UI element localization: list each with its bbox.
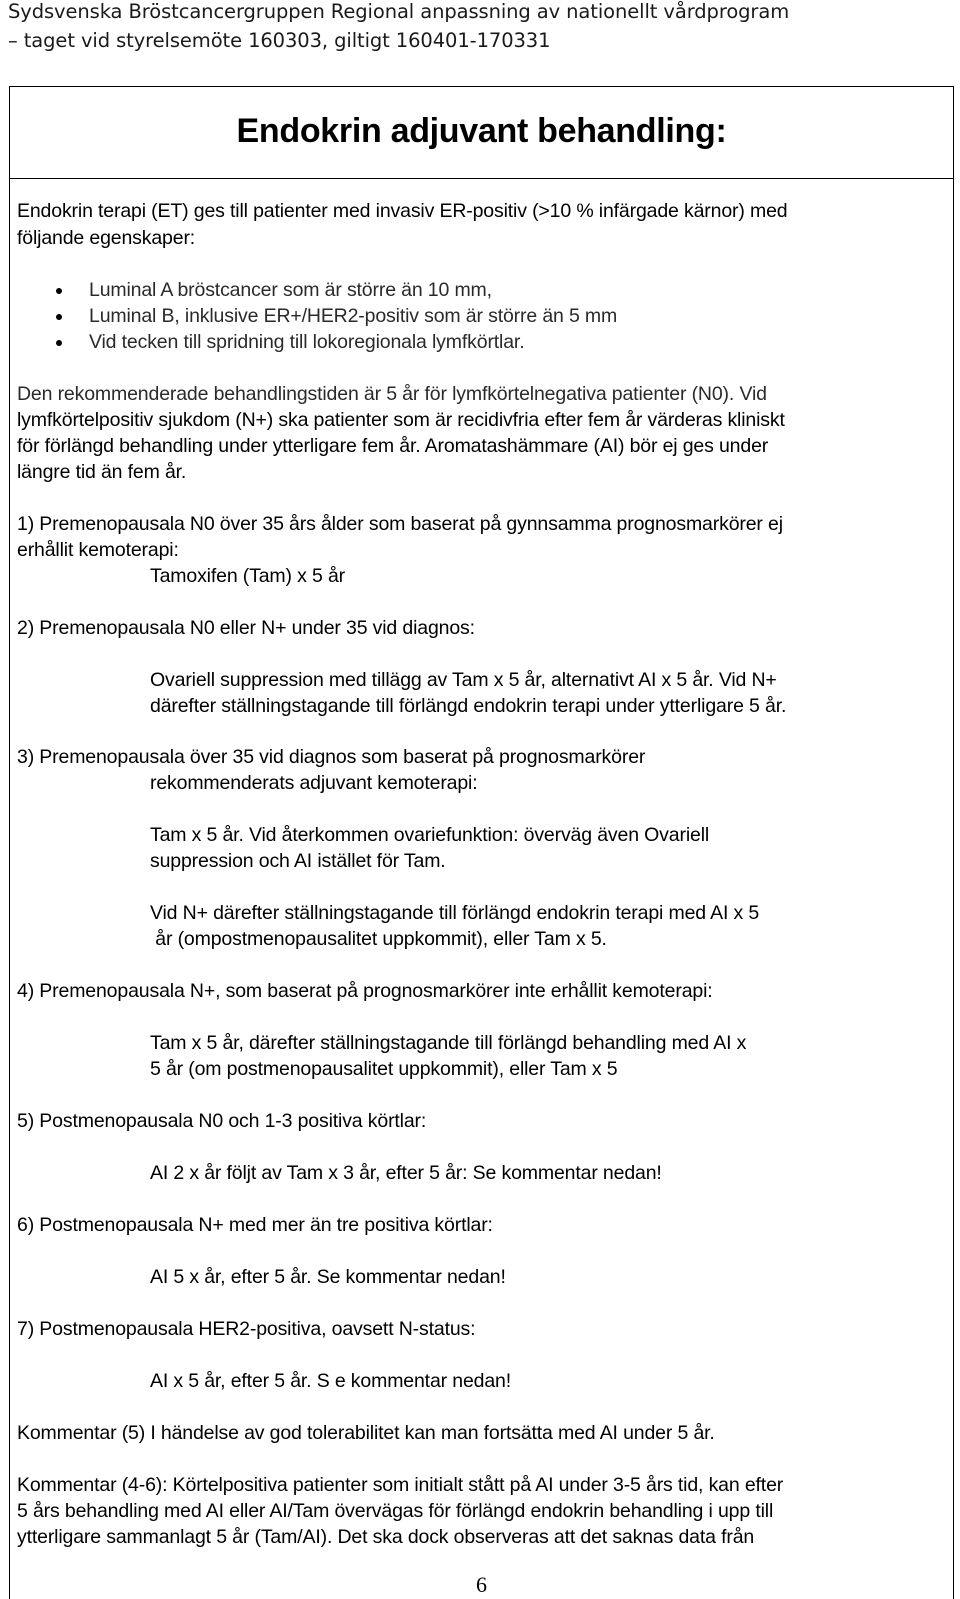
comment-1: Kommentar (5) I händelse av god tolerabilitet kan man fortsätta med AI under 5 år.	[17, 1422, 715, 1444]
group-1-heading-line-1: 1) Premenopausala N0 över 35 års ålder som baserat på gynnsamma prognosmarkörer ej	[17, 513, 783, 535]
group-6-recommendation: AI 5 x år, efter 5 år. Se kommentar nedan!	[150, 1266, 506, 1288]
group-3-note-line-1: Vid N+ därefter ställningstagande till förlängd endokrin terapi med AI x 5	[150, 902, 760, 924]
page-number: 6	[476, 1572, 487, 1597]
intro-line-1: Endokrin terapi (ET) ges till patienter med invasiv ER-positiv (>10 % infärgade kärnor) med	[17, 200, 788, 222]
bullet-item-1: Luminal A bröstcancer som är större än 10 mm,	[89, 279, 492, 301]
comment-2-line-1: Kommentar (4-6): Körtelpositiva patienter som initialt stått på AI under 3-5 års tid, kan efter	[17, 1474, 784, 1496]
group-2-recommendation-line-1: Ovariell suppression med tillägg av Tam x 5 år, alternativt AI x 5 år. Vid N+	[150, 669, 777, 691]
group-3-recommendation-line-2: suppression och AI istället för Tam.	[150, 850, 446, 872]
bullet-item-2: Luminal B, inklusive ER+/HER2-positiv som är större än 5 mm	[89, 305, 618, 327]
document-header-line-1: Sydsvenska Bröstcancergruppen Regional anpassning av nationellt vårdprogram	[8, 0, 790, 23]
group-1-recommendation: Tamoxifen (Tam) x 5 år	[150, 565, 346, 587]
group-7-recommendation: AI x 5 år, efter 5 år. S e kommentar nedan!	[150, 1370, 511, 1392]
comment-2-line-3: ytterligare sammanlagt 5 år (Tam/AI). Det ska dock observeras att det saknas data från	[17, 1526, 755, 1548]
group-4-heading: 4) Premenopausala N+, som baserat på prognosmarkörer inte erhållit kemoterapi:	[17, 980, 713, 1002]
comment-2-line-2: 5 års behandling med AI eller AI/Tam övervägas för förlängd endokrin behandling i upp till	[17, 1500, 774, 1522]
group-2-recommendation-line-2: därefter ställningstagande till förlängd endokrin terapi under ytterligare 5 år.	[150, 695, 787, 717]
bullet-dot-icon	[56, 314, 62, 320]
bullet-item-3: Vid tecken till spridning till lokoregionala lymfkörtlar.	[89, 331, 525, 353]
duration-line-4: längre tid än fem år.	[17, 461, 187, 483]
group-6-heading: 6) Postmenopausala N+ med mer än tre positiva körtlar:	[17, 1214, 493, 1236]
group-4-recommendation-line-2: 5 år (om postmenopausalitet uppkommit), eller Tam x 5	[150, 1058, 618, 1080]
group-5-recommendation: AI 2 x år följt av Tam x 3 år, efter 5 år: Se kommentar nedan!	[150, 1162, 662, 1184]
duration-line-3: för förlängd behandling under ytterligare fem år. Aromatashämmare (AI) bör ej ges under	[17, 435, 769, 457]
group-1-heading-line-2: erhållit kemoterapi:	[17, 539, 179, 561]
page-title: Endokrin adjuvant behandling:	[236, 112, 727, 150]
group-3-heading-line-1: 3) Premenopausala över 35 vid diagnos som baserat på prognosmarkörer	[17, 746, 646, 768]
group-3-note-line-2: år (ompostmenopausalitet uppkommit), eller Tam x 5.	[150, 928, 607, 950]
group-7-heading: 7) Postmenopausala HER2-positiva, oavsett N-status:	[17, 1318, 476, 1340]
intro-line-2: följande egenskaper:	[17, 227, 196, 249]
duration-line-2: lymfkörtelpositiv sjukdom (N+) ska patienter som är recidivfria efter fem år värderas kliniskt	[17, 409, 785, 431]
group-5-heading: 5) Postmenopausala N0 och 1-3 positiva körtlar:	[17, 1110, 427, 1132]
document-header-line-2: – taget vid styrelsemöte 160303, giltigt 160401-170331	[8, 29, 551, 52]
duration-line-1: Den rekommenderade behandlingstiden är 5 år för lymfkörtelnegativa patienter (N0). Vid	[17, 383, 767, 405]
group-2-heading: 2) Premenopausala N0 eller N+ under 35 vid diagnos:	[17, 617, 475, 639]
bullet-dot-icon	[56, 340, 62, 346]
group-3-recommendation-line-1: Tam x 5 år. Vid återkommen ovariefunktion: överväg även Ovariell	[150, 824, 710, 846]
bullet-dot-icon	[56, 288, 62, 294]
group-3-heading-line-2: rekommenderats adjuvant kemoterapi:	[150, 772, 478, 794]
group-4-recommendation-line-1: Tam x 5 år, därefter ställningstagande till förlängd behandling med AI x	[150, 1032, 747, 1054]
